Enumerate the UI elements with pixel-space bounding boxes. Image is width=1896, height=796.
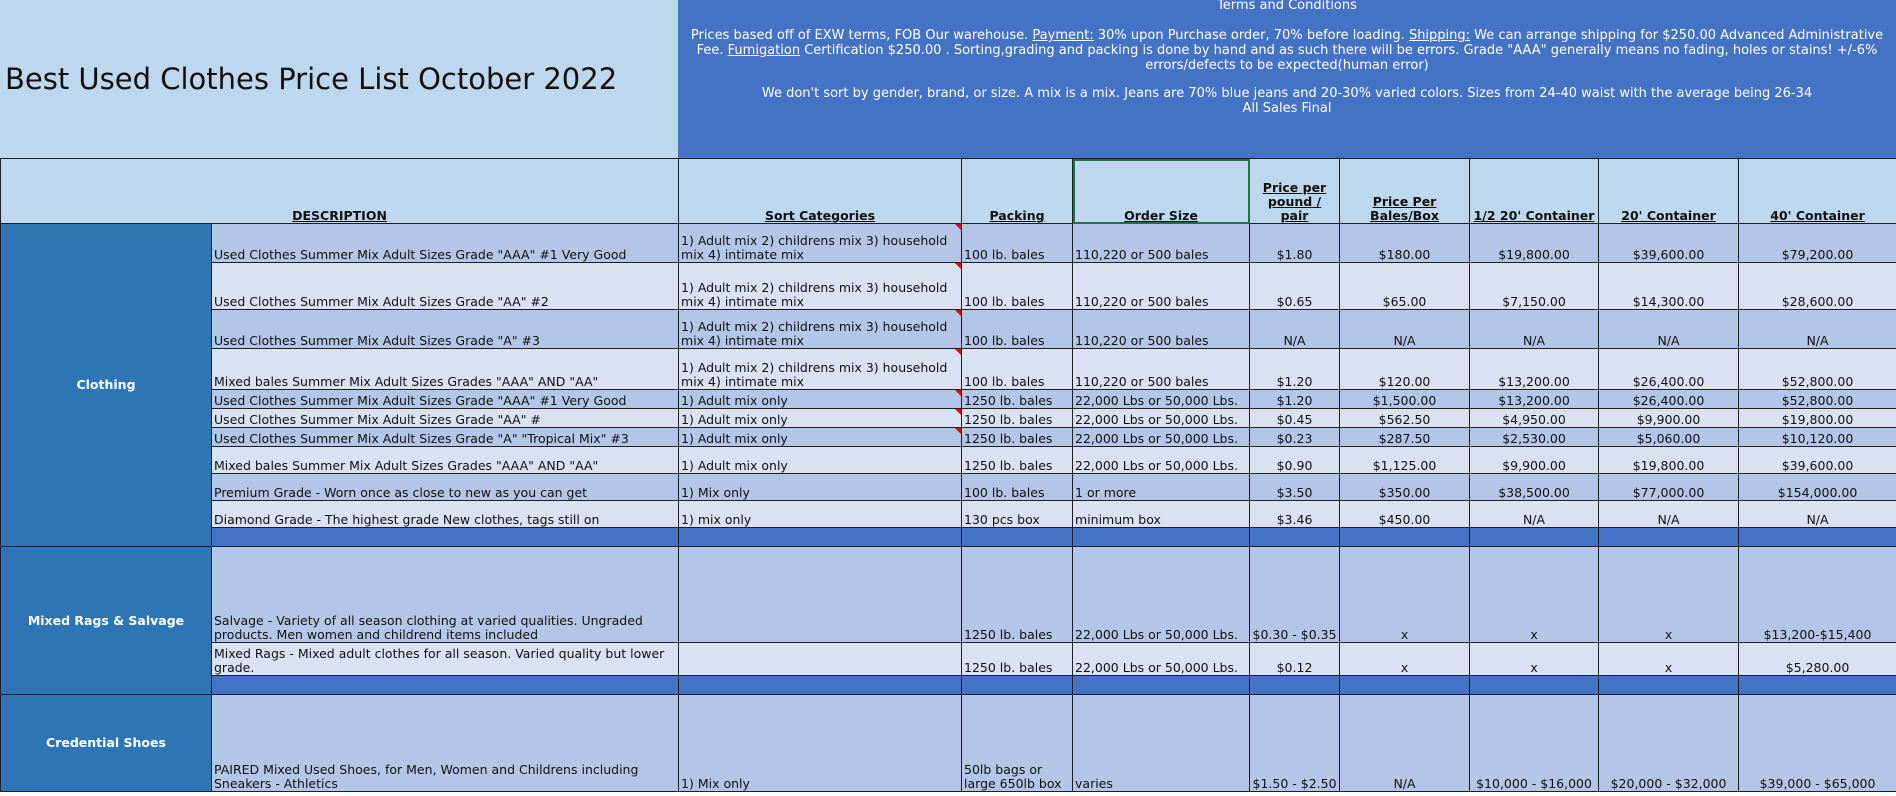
column-header-order-size[interactable]: Order Size [1073,159,1250,224]
cell-order-size[interactable]: 110,220 or 500 bales [1073,224,1250,263]
cell-price-per-pound[interactable]: $3.46 [1250,501,1340,528]
cell-packing[interactable]: 1250 lb. bales [962,447,1073,474]
cell-order-size[interactable]: 1 or more [1073,474,1250,501]
column-header-sort-categories[interactable]: Sort Categories [679,159,962,224]
cell-price-per-bale[interactable]: x [1340,547,1470,643]
cell-40ft-container[interactable]: $5,280.00 [1739,643,1896,676]
cell-20ft-container[interactable]: x [1599,547,1739,643]
cell-20ft-container[interactable]: x [1599,643,1739,676]
cell-sort-categories[interactable]: 1) Adult mix 2) childrens mix 3) household mix 4) intimate mix [679,310,962,349]
separator-row [1,676,1896,695]
table-row [1,643,1896,676]
cell-packing[interactable]: 100 lb. bales [962,224,1073,263]
cell-sort-categories[interactable]: 1) Adult mix 2) childrens mix 3) household mix 4) intimate mix [679,224,962,263]
cell-20ft-container[interactable]: N/A [1599,310,1739,349]
cell-price-per-pound[interactable]: $0.30 - $0.35 [1250,547,1340,643]
cell-half-container[interactable]: $38,500.00 [1470,474,1599,501]
terms-text: Certification $250.00 . Sorting,grading and packing is done by hand and as such there will be errors. Grade "AAA" generally means no fading, holes or stains! +/-6% errors/defects to be expected(human error) [800,43,1878,73]
cell-price-per-pound[interactable]: $3.50 [1250,474,1340,501]
terms-text: Prices based off of EXW terms, FOB Our warehouse. [690,28,1033,43]
cell-description[interactable]: Mixed bales Summer Mix Adult Sizes Grades "AAA" AND "AA" [212,447,679,474]
cell-description[interactable]: Diamond Grade - The highest grade New clothes, tags still on [212,501,679,528]
cell-description[interactable]: Used Clothes Summer Mix Adult Sizes Grade "AAA" #1 Very Good [212,390,679,409]
column-header-packing[interactable]: Packing [962,159,1073,224]
cell-half-container[interactable]: $9,900.00 [1470,447,1599,474]
cell-price-per-pound[interactable]: $0.23 [1250,428,1340,447]
cell-price-per-bale[interactable]: $1,125.00 [1340,447,1470,474]
price-table [0,158,1896,792]
table-row [1,390,1896,409]
cell-half-container[interactable]: $2,530.00 [1470,428,1599,447]
cell-40ft-container[interactable]: N/A [1739,310,1896,349]
cell-40ft-container[interactable]: N/A [1739,501,1896,528]
table-row [1,501,1896,528]
cell-order-size[interactable]: 22,000 Lbs or 50,000 Lbs. [1073,428,1250,447]
cell-description[interactable]: Used Clothes Summer Mix Adult Sizes Grade "AAA" #1 Very Good [212,224,679,263]
cell-40ft-container[interactable]: $39,000 - $65,000 [1739,695,1896,792]
page-title: Best Used Clothes Price List October 2022 [5,62,618,96]
cell-half-container[interactable]: $19,800.00 [1470,224,1599,263]
cell-price-per-bale[interactable]: $65.00 [1340,263,1470,310]
cell-40ft-container[interactable]: $10,120.00 [1739,428,1896,447]
terms-cell[interactable] [678,0,1896,158]
cell-description[interactable]: Used Clothes Summer Mix Adult Sizes Grade "AA" #2 [212,263,679,310]
cell-half-container[interactable]: $13,200.00 [1470,390,1599,409]
cell-description[interactable]: Mixed Rags - Mixed adult clothes for all season. Varied quality but lower grade. [212,643,679,676]
table-row [1,263,1896,310]
table-row [1,447,1896,474]
separator-cell[interactable] [1599,676,1739,695]
table-row [1,428,1896,447]
cell-price-per-pound[interactable]: $1.20 [1250,390,1340,409]
cell-price-per-pound[interactable]: $0.45 [1250,409,1340,428]
shipping-label: Shipping: [1408,28,1471,43]
cell-price-per-bale[interactable]: N/A [1340,310,1470,349]
separator-cell[interactable] [962,528,1073,547]
cell-description[interactable]: Salvage - Variety of all season clothing at varied qualities. Ungraded products. Men women and childrend items included [212,547,679,643]
cell-price-per-pound[interactable]: N/A [1250,310,1340,349]
terms-paragraph-3: All Sales Final [1242,101,1332,116]
cell-half-container[interactable]: $4,950.00 [1470,409,1599,428]
cell-order-size[interactable]: minimum box [1073,501,1250,528]
cell-20ft-container[interactable]: $9,900.00 [1599,409,1739,428]
cell-40ft-container[interactable]: $79,200.00 [1739,224,1896,263]
table-row [1,409,1896,428]
cell-description[interactable]: Premium Grade - Worn once as close to new as you can get [212,474,679,501]
cell-half-container[interactable]: N/A [1470,310,1599,349]
cell-price-per-pound[interactable]: $0.12 [1250,643,1340,676]
column-header-price-per-bale[interactable]: Price Per Bales/Box [1340,159,1470,224]
cell-packing[interactable]: 1250 lb. bales [962,643,1073,676]
cell-half-container[interactable]: N/A [1470,501,1599,528]
terms-text: 30% upon Purchase order, 70% before loading. [1093,28,1409,43]
cell-packing[interactable]: 130 pcs box [962,501,1073,528]
cell-20ft-container[interactable]: $26,400.00 [1599,349,1739,390]
cell-order-size[interactable]: varies [1073,695,1250,792]
cell-description[interactable]: PAIRED Mixed Used Shoes, for Men, Women and Childrens including Sneakers - Athletics [212,695,679,792]
cell-40ft-container[interactable]: $19,800.00 [1739,409,1896,428]
table-row [1,695,1896,792]
cell-price-per-bale[interactable]: x [1340,643,1470,676]
terms-title: Terms and Conditions [1217,0,1357,13]
cell-packing[interactable]: 100 lb. bales [962,349,1073,390]
cell-half-container[interactable]: $13,200.00 [1470,349,1599,390]
cell-20ft-container[interactable]: $5,060.00 [1599,428,1739,447]
cell-price-per-pound[interactable]: $1.50 - $2.50 [1250,695,1340,792]
cell-half-container[interactable]: x [1470,643,1599,676]
payment-label: Payment: [1032,28,1094,43]
separator-cell[interactable] [1250,676,1340,695]
separator-cell[interactable] [212,676,679,695]
cell-order-size[interactable]: 22,000 Lbs or 50,000 Lbs. [1073,390,1250,409]
cell-sort-categories[interactable]: 1) Adult mix 2) childrens mix 3) household mix 4) intimate mix [679,349,962,390]
cell-price-per-bale[interactable]: $350.00 [1340,474,1470,501]
cell-half-container[interactable]: x [1470,547,1599,643]
cell-price-per-bale[interactable]: $562.50 [1340,409,1470,428]
cell-order-size[interactable]: 22,000 Lbs or 50,000 Lbs. [1073,447,1250,474]
cell-packing[interactable]: 50lb bags or large 650lb box [962,695,1073,792]
separator-cell[interactable] [1739,676,1896,695]
separator-cell[interactable] [679,528,962,547]
cell-20ft-container[interactable]: $26,400.00 [1599,390,1739,409]
cell-price-per-bale[interactable]: $287.50 [1340,428,1470,447]
cell-sort-categories[interactable]: 1) Adult mix only [679,428,962,447]
cell-20ft-container[interactable]: $20,000 - $32,000 [1599,695,1739,792]
terms-paragraph-2: We don't sort by gender, brand, or size. A mix is a mix. Jeans are 70% blue jeans and 20-30% varied colors. Sizes from 24-40 waist with the average being 26-34 [761,86,1813,101]
cell-price-per-bale[interactable]: $1,500.00 [1340,390,1470,409]
separator-cell[interactable] [1073,528,1250,547]
column-header-half-container[interactable]: 1/2 20' Container [1470,159,1599,224]
category-rags[interactable]: Mixed Rags & Salvage [1,547,212,695]
separator-row [1,528,1896,547]
cell-sort-categories[interactable]: 1) Mix only [679,695,962,792]
cell-order-size[interactable]: 22,000 Lbs or 50,000 Lbs. [1073,547,1250,643]
cell-price-per-pound[interactable]: $1.80 [1250,224,1340,263]
cell-packing[interactable]: 1250 lb. bales [962,409,1073,428]
separator-cell[interactable] [1340,528,1470,547]
separator-cell[interactable] [1470,676,1599,695]
table-row [1,349,1896,390]
column-header-20ft-container[interactable]: 20' Container [1599,159,1739,224]
separator-cell[interactable] [1250,528,1340,547]
cell-order-size[interactable]: 22,000 Lbs or 50,000 Lbs. [1073,643,1250,676]
cell-sort-categories[interactable]: 1) mix only [679,501,962,528]
cell-order-size[interactable]: 110,220 or 500 bales [1073,263,1250,310]
table-row [1,224,1896,263]
cell-40ft-container[interactable]: $13,200-$15,400 [1739,547,1896,643]
cell-sort-categories[interactable] [679,547,962,643]
fumigation-label: Fumigation [727,43,801,58]
cell-sort-categories[interactable]: 1) Mix only [679,474,962,501]
cell-half-container[interactable]: $10,000 - $16,000 [1470,695,1599,792]
cell-20ft-container[interactable]: $19,800.00 [1599,447,1739,474]
cell-price-per-bale[interactable]: $450.00 [1340,501,1470,528]
cell-price-per-pound[interactable]: $0.90 [1250,447,1340,474]
cell-price-per-bale[interactable]: $120.00 [1340,349,1470,390]
column-header-description[interactable]: DESCRIPTION [1,159,679,224]
separator-cell[interactable] [1739,528,1896,547]
header-row [1,159,1896,224]
cell-40ft-container[interactable]: $39,600.00 [1739,447,1896,474]
cell-sort-categories[interactable] [679,643,962,676]
cell-sort-categories[interactable]: 1) Adult mix 2) childrens mix 3) household mix 4) intimate mix [679,263,962,310]
cell-40ft-container[interactable]: $28,600.00 [1739,263,1896,310]
cell-40ft-container[interactable]: $52,800.00 [1739,390,1896,409]
cell-order-size[interactable]: 22,000 Lbs or 50,000 Lbs. [1073,409,1250,428]
cell-packing[interactable]: 1250 lb. bales [962,428,1073,447]
separator-cell[interactable] [1340,676,1470,695]
cell-40ft-container[interactable]: $52,800.00 [1739,349,1896,390]
cell-sort-categories[interactable]: 1) Adult mix only [679,447,962,474]
separator-cell[interactable] [212,528,679,547]
terms-text: We can arrange shipping for $250.00 Advanced Administrative Fee. [696,28,1884,58]
separator-cell[interactable] [1599,528,1739,547]
cell-description[interactable]: Mixed bales Summer Mix Adult Sizes Grades "AAA" AND "AA" [212,349,679,390]
table-row [1,547,1896,643]
cell-20ft-container[interactable]: N/A [1599,501,1739,528]
cell-price-per-pound[interactable]: $1.20 [1250,349,1340,390]
separator-cell[interactable] [679,676,962,695]
cell-price-per-pound[interactable]: $0.65 [1250,263,1340,310]
cell-40ft-container[interactable]: $154,000.00 [1739,474,1896,501]
cell-description[interactable]: Used Clothes Summer Mix Adult Sizes Grade "A" #3 [212,310,679,349]
table-row [1,474,1896,501]
cell-20ft-container[interactable]: $14,300.00 [1599,263,1739,310]
cell-packing[interactable]: 1250 lb. bales [962,390,1073,409]
cell-20ft-container[interactable]: $39,600.00 [1599,224,1739,263]
cell-description[interactable]: Used Clothes Summer Mix Adult Sizes Grade "A" "Tropical Mix" #3 [212,428,679,447]
title-cell[interactable] [0,0,678,158]
category-shoes[interactable]: Credential Shoes [1,695,212,792]
cell-order-size[interactable]: 110,220 or 500 bales [1073,349,1250,390]
cell-20ft-container[interactable]: $77,000.00 [1599,474,1739,501]
cell-description[interactable]: Used Clothes Summer Mix Adult Sizes Grade "AA" # [212,409,679,428]
separator-cell[interactable] [1073,676,1250,695]
cell-packing[interactable]: 100 lb. bales [962,474,1073,501]
cell-price-per-bale[interactable]: N/A [1340,695,1470,792]
column-header-40ft-container[interactable]: 40' Container [1739,159,1896,224]
cell-packing[interactable]: 100 lb. bales [962,310,1073,349]
cell-half-container[interactable]: $7,150.00 [1470,263,1599,310]
cell-sort-categories[interactable]: 1) Adult mix only [679,390,962,409]
cell-price-per-bale[interactable]: $180.00 [1340,224,1470,263]
separator-cell[interactable] [962,676,1073,695]
terms-paragraph-1 [682,28,1892,73]
cell-sort-categories[interactable]: 1) Adult mix only [679,409,962,428]
category-clothing[interactable]: Clothing [1,224,212,547]
cell-order-size[interactable]: 110,220 or 500 bales [1073,310,1250,349]
separator-cell[interactable] [1470,528,1599,547]
table-row [1,310,1896,349]
cell-packing[interactable]: 100 lb. bales [962,263,1073,310]
cell-packing[interactable]: 1250 lb. bales [962,547,1073,643]
column-header-price-per-pound[interactable]: Price per pound / pair [1250,159,1340,224]
